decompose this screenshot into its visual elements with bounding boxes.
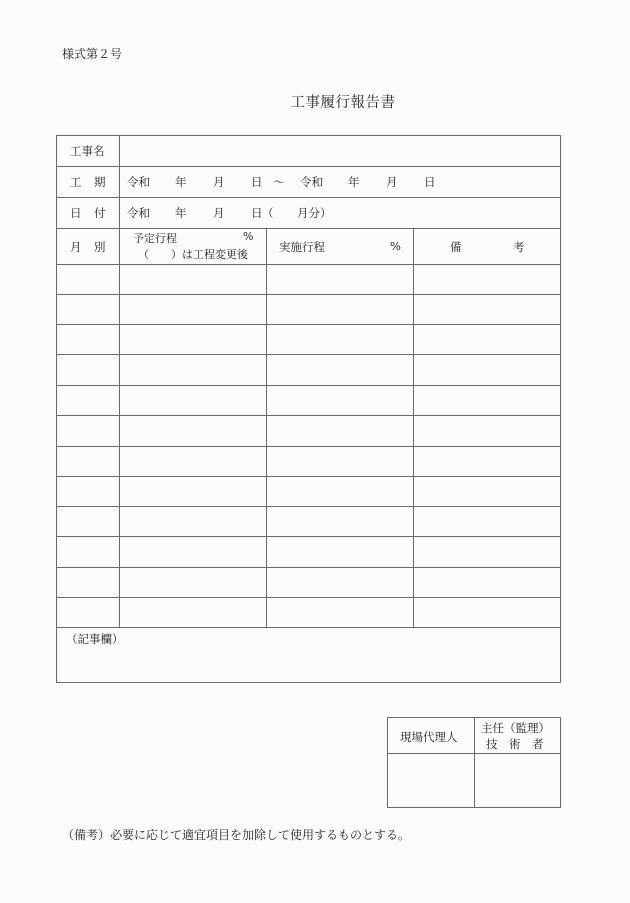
column-divider [266, 228, 267, 627]
date-year[interactable]: 年 [175, 206, 187, 220]
engineer-label-line2: 技 術 者 [486, 737, 544, 751]
row-divider [56, 166, 561, 167]
period-label-1: 工 [70, 175, 82, 189]
row-divider [56, 415, 561, 416]
project-name-label: 工事名 [70, 144, 105, 158]
period-end-month[interactable]: 月 [386, 175, 398, 189]
month-column-label-1: 月 [70, 240, 82, 254]
actual-column-unit: % [390, 239, 401, 253]
period-start-month[interactable]: 月 [213, 175, 225, 189]
date-label-2: 付 [94, 206, 106, 220]
project-name-field[interactable] [122, 137, 558, 165]
row-divider [56, 294, 561, 295]
row-divider [56, 197, 561, 198]
period-start-day[interactable]: 日 [251, 175, 263, 189]
actual-column-label: 実施行程 [279, 240, 325, 254]
footnote: （備考）必要に応じて適宜項目を加除して使用するものとする。 [62, 828, 411, 842]
row-divider [56, 536, 561, 537]
row-divider [56, 264, 561, 265]
date-label-1: 日 [70, 206, 82, 220]
row-divider [56, 446, 561, 447]
row-divider [56, 324, 561, 325]
period-end-era: 令和 [300, 175, 323, 189]
column-divider [119, 135, 120, 627]
period-start-year[interactable]: 年 [175, 175, 187, 189]
row-divider [56, 567, 561, 568]
column-divider [413, 228, 414, 627]
row-divider [56, 597, 561, 598]
row-divider [56, 506, 561, 507]
period-tilde: ～ [273, 175, 285, 189]
notes-field[interactable] [60, 648, 556, 680]
date-month-portion[interactable]: 月分） [297, 206, 332, 220]
row-divider [56, 228, 561, 229]
period-end-day[interactable]: 日 [424, 175, 436, 189]
site-agent-label: 現場代理人 [400, 730, 458, 744]
planned-column-note: （ ）は工程変更後 [138, 248, 248, 261]
remarks-column-label-2: 考 [513, 240, 525, 254]
document-title-text: 工事履行報告書 [290, 95, 396, 111]
date-paren-open: （ [262, 206, 274, 220]
period-end-year[interactable]: 年 [348, 175, 360, 189]
row-divider [56, 627, 561, 628]
row-divider [56, 354, 561, 355]
remarks-column-label-1: 備 [450, 240, 462, 254]
document-title [0, 91, 630, 112]
month-column-label-2: 別 [94, 240, 106, 254]
row-divider [56, 385, 561, 386]
planned-column-unit: % [243, 230, 254, 243]
row-divider [56, 476, 561, 477]
date-month[interactable]: 月 [213, 206, 225, 220]
planned-column-label: 予定行程 [133, 232, 177, 245]
form-number: 様式第２号 [62, 47, 123, 61]
site-agent-seal-field[interactable] [389, 755, 473, 806]
notes-label: （記事欄） [66, 632, 124, 646]
date-day[interactable]: 日 [251, 206, 263, 220]
period-label-2: 期 [94, 175, 106, 189]
date-era: 令和 [127, 206, 150, 220]
engineer-label-line1: 主任（監理） [481, 721, 550, 735]
signature-column-divider [474, 717, 475, 808]
period-start-era: 令和 [127, 175, 150, 189]
engineer-seal-field[interactable] [476, 755, 559, 806]
